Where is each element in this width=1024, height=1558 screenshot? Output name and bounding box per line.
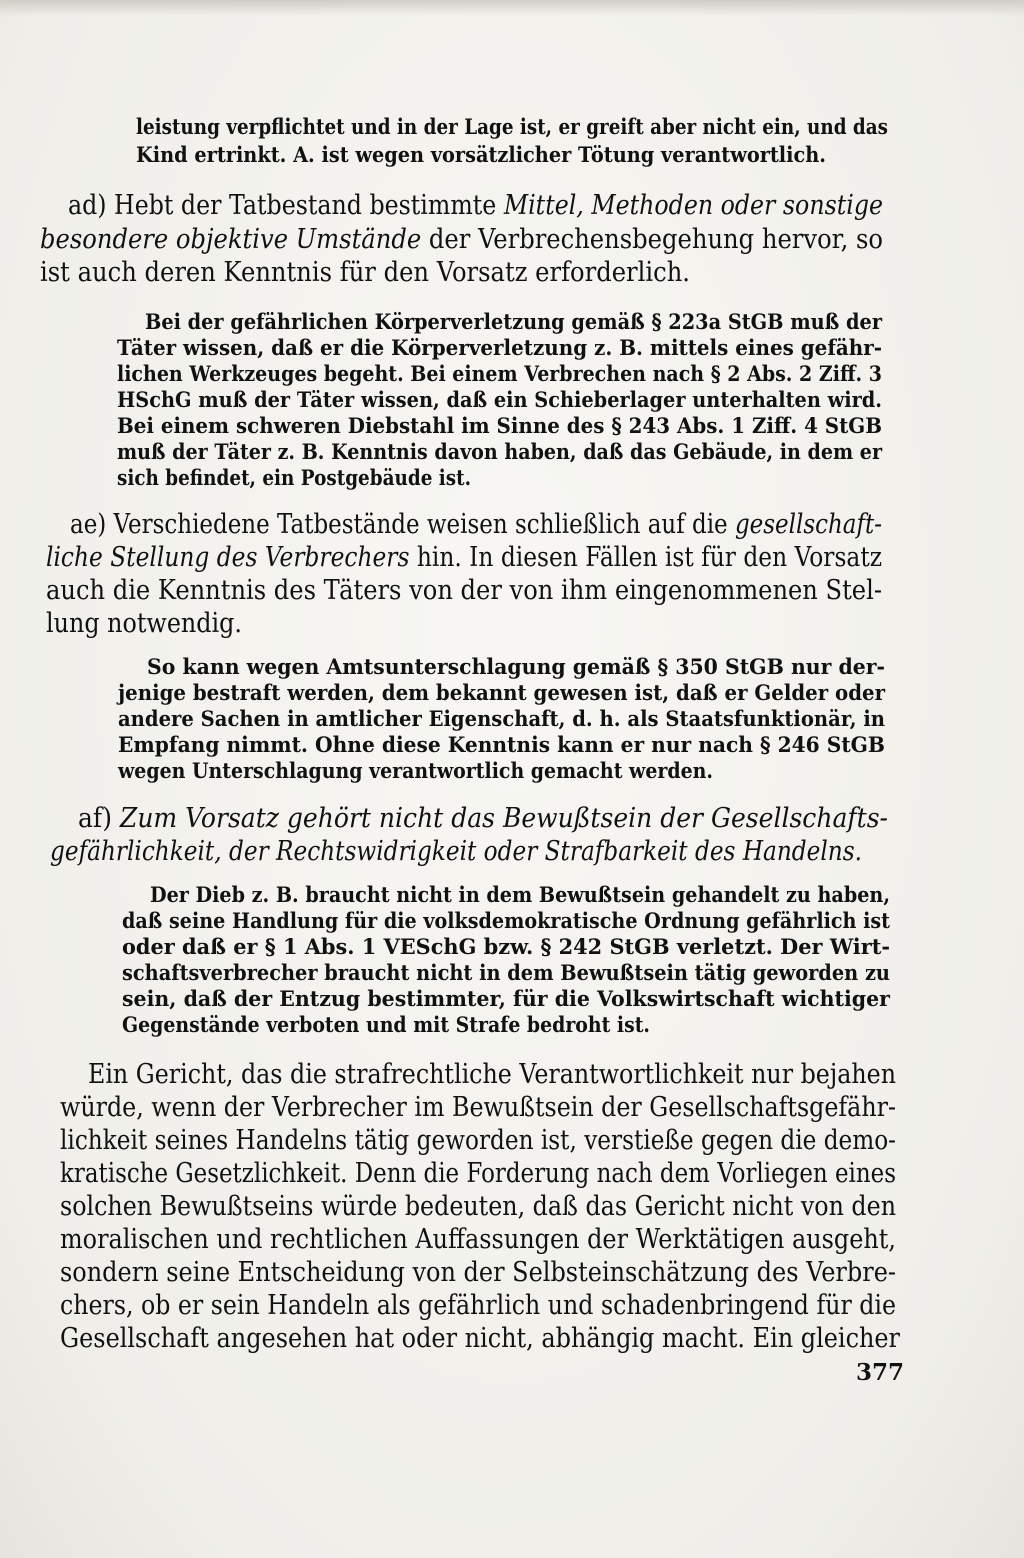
example-line: HSchG muß der Täter wissen, daß ein Schieberlager unterhalten wird. [117, 388, 882, 413]
example-line: Empfang nimmt. Ohne diese Kenntnis kann er nur nach § 246 StGB [118, 733, 885, 758]
body-line: Ein Gericht, das die strafrechtliche Verantwortlichkeit nur bejahen [88, 1059, 896, 1090]
example-line: wegen Unterschlagung verantwortlich gemacht werden. [118, 759, 713, 784]
example-line: Täter wissen, daß er die Körperverletzung z. B. mittels eines gefähr- [117, 336, 882, 361]
section-heading-line: ae) Verschiedene Tatbestände weisen schließlich auf die gesellschaft- [70, 509, 882, 540]
text-line: leistung verpflichtet und in der Lage ist, er greift aber nicht ein, und das [136, 115, 888, 140]
body-line: kratische Gesetzlichkeit. Denn die Forderung nach dem Vorliegen eines [60, 1158, 896, 1189]
page-number: 377 [855, 1359, 904, 1386]
example-line: Der Dieb z. B. braucht nicht in dem Bewußtsein gehandelt zu haben, [150, 883, 890, 908]
example-line: lichen Werkzeuges begeht. Bei einem Verbrechen nach § 2 Abs. 2 Ziff. 3 [117, 362, 882, 387]
example-line: jenige bestraft werden, dem bekannt gewesen ist, daß er Gelder oder [118, 681, 885, 706]
body-line: würde, wenn der Verbrecher im Bewußtsein der Gesellschaftsgefähr- [60, 1092, 896, 1123]
example-line: oder daß er § 1 Abs. 1 VESchG bzw. § 242 StGB verletzt. Der Wirt- [122, 935, 890, 960]
body-line: chers, ob er sein Handeln als gefährlich und schadenbringend für die [60, 1290, 896, 1321]
section-heading-line: auch die Kenntnis des Täters von der von ihm eingenommenen Stel- [46, 575, 882, 606]
body-line: sondern seine Entscheidung von der Selbsteinschätzung des Verbre- [60, 1257, 896, 1288]
example-line: muß der Täter z. B. Kenntnis davon haben, daß das Gebäude, in dem er [117, 440, 882, 465]
example-line: Bei der gefährlichen Körperverletzung gemäß § 223a StGB muß der [145, 310, 882, 335]
body-line: moralischen und rechtlichen Auffassungen der Werktätigen ausgeht, [60, 1224, 896, 1255]
body-line: solchen Bewußtseins würde bedeuten, daß das Gericht nicht von den [60, 1191, 896, 1222]
section-heading-line: af) Zum Vorsatz gehört nicht das Bewußtsein der Gesellschafts- [78, 803, 889, 834]
section-heading-line: lung notwendig. [46, 608, 242, 639]
section-heading-line: besondere objektive Umstände der Verbrechensbegehung hervor, so [40, 224, 883, 255]
section-heading-line: liche Stellung des Verbrechers hin. In diesen Fällen ist für den Vorsatz [46, 542, 882, 573]
example-line: schaftsverbrecher braucht nicht in dem Bewußtsein tätig geworden zu [122, 961, 890, 986]
scan-top-edge [0, 0, 1024, 16]
example-line: Bei einem schweren Diebstahl im Sinne des § 243 Abs. 1 Ziff. 4 StGB [117, 414, 882, 439]
example-line: daß seine Handlung für die volksdemokratische Ordnung gefährlich ist [122, 909, 890, 934]
example-line: Gegenstände verboten und mit Strafe bedroht ist. [122, 1013, 650, 1038]
body-line: lichkeit seines Handelns tätig geworden ist, verstieße gegen die demo- [60, 1125, 896, 1156]
text-line: Kind ertrinkt. A. ist wegen vorsätzlicher Tötung verantwortlich. [136, 143, 826, 168]
example-line: andere Sachen in amtlicher Eigenschaft, d. h. als Staatsfunktionär, in [118, 707, 885, 732]
body-line: Gesellschaft angesehen hat oder nicht, abhängig macht. Ein gleicher [60, 1323, 900, 1354]
section-heading-line: gefährlichkeit, der Rechtswidrigkeit oder Strafbarkeit des Handelns. [50, 836, 862, 867]
section-heading-line: ist auch deren Kenntnis für den Vorsatz erforderlich. [40, 257, 690, 288]
example-line: So kann wegen Amtsunterschlagung gemäß § 350 StGB nur der- [147, 655, 885, 680]
section-heading-line: ad) Hebt der Tatbestand bestimmte Mittel, Methoden oder sonstige [68, 190, 883, 221]
example-line: sich befindet, ein Postgebäude ist. [117, 466, 471, 491]
example-line: sein, daß der Entzug bestimmter, für die Volkswirtschaft wichtiger [122, 987, 890, 1012]
